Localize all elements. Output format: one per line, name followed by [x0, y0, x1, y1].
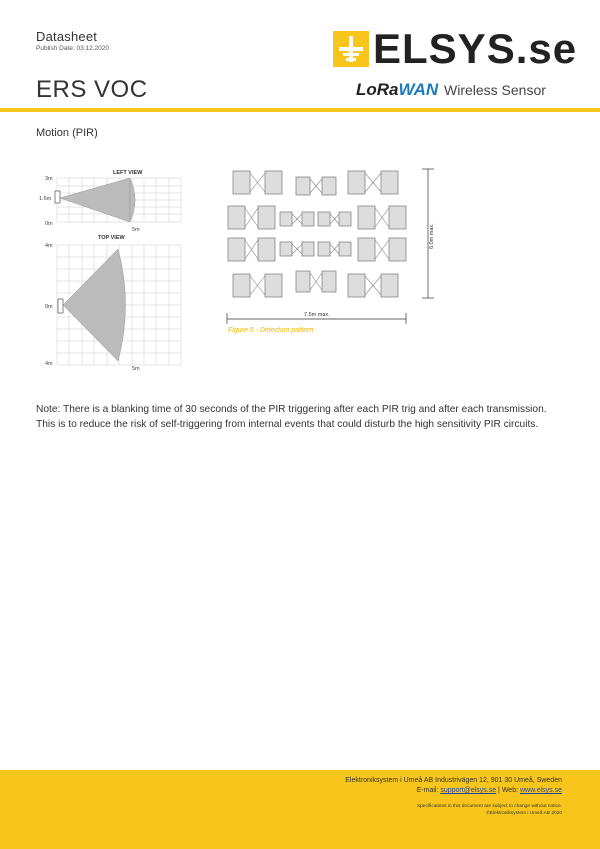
- footer-copyright: ©Elektroniksystem i Umeå AB 2020: [486, 811, 562, 816]
- left-view-cone-arc: [130, 178, 135, 222]
- left-view-y-mid: 1.6m: [39, 196, 52, 202]
- left-view-title: LEFT VIEW: [113, 170, 143, 176]
- wireless-sensor-label: Wireless Sensor: [444, 82, 546, 98]
- left-view-y-bottom: 0m: [45, 221, 53, 227]
- top-view-y-top: 4m: [45, 243, 53, 249]
- publish-date: Publish Date: 03.12.2020: [36, 45, 109, 52]
- document-type: Datasheet: [36, 29, 98, 44]
- width-dimension-label: 7.5m max.: [304, 312, 330, 318]
- email-label: E-mail:: [416, 787, 441, 794]
- note-paragraph: Note: There is a blanking time of 30 seconds of the PIR triggering after each PIR trig and after each transmission. This is to reduce the risk of self-triggering from internal events that could disturb the high sensitivity PIR circuits.: [36, 404, 547, 430]
- left-view-y-top: 3m: [45, 176, 53, 182]
- figure-caption: Figure 5 - Detection pattern: [228, 327, 314, 334]
- section-title: Motion (PIR): [36, 127, 98, 139]
- top-view-x-end: 5m: [132, 366, 140, 372]
- top-view-title: TOP VIEW: [98, 235, 125, 241]
- height-dimension-label: 6.0m max.: [429, 223, 435, 249]
- header-divider: [0, 108, 600, 112]
- footer-contact: [417, 787, 562, 794]
- left-view-sensor: [55, 191, 60, 203]
- elsys-logo-icon: [333, 31, 369, 67]
- wan-text: WAN: [398, 80, 439, 99]
- web-link[interactable]: www.elsys.se: [519, 787, 562, 794]
- footer-address: Elektroniksystem i Umeå AB Industrivägen 12, 901 30 Umeå, Sweden: [345, 777, 562, 784]
- top-view-diagram: [30, 231, 190, 376]
- left-view-cone: [60, 178, 130, 222]
- lorawan-logo: [356, 80, 438, 100]
- top-view-sensor: [58, 299, 63, 313]
- lora-text: LoRa: [356, 80, 399, 99]
- product-title: ERS VOC: [36, 76, 148, 103]
- top-view-y-bottom: 4m: [45, 361, 53, 367]
- brand-logo-text: ELSYS.se: [373, 25, 578, 72]
- left-view-x-end: 5m: [132, 227, 140, 233]
- email-link[interactable]: support@elsys.se: [440, 787, 497, 794]
- detection-pattern-diagram: [222, 164, 444, 326]
- web-label: | Web:: [496, 787, 520, 794]
- top-view-y-mid: 0m: [45, 304, 53, 310]
- left-view-diagram: [30, 160, 190, 235]
- footer-spec-notice: Specifications in this document are subject to change without notice.: [416, 804, 562, 809]
